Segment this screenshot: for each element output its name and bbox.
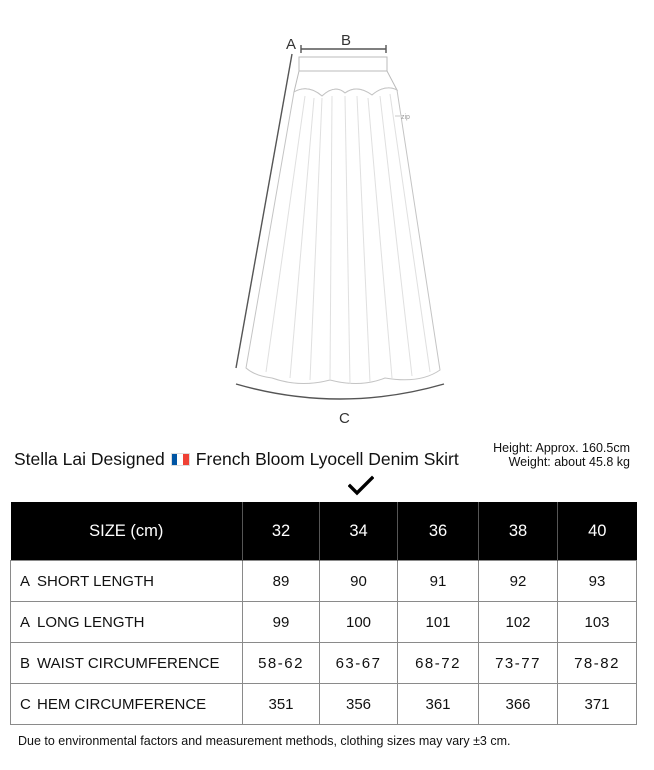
table-cell: 103 bbox=[558, 602, 637, 643]
table-row bbox=[11, 643, 637, 684]
dimension-c-label: C bbox=[339, 410, 350, 427]
row-name: HEM CIRCUMFERENCE bbox=[37, 695, 207, 713]
table-row bbox=[11, 684, 637, 725]
table-cell: 92 bbox=[479, 561, 558, 602]
table-cell: 91 bbox=[398, 561, 479, 602]
table-cell: 90 bbox=[320, 561, 398, 602]
model-info bbox=[493, 441, 630, 469]
table-cell: 361 bbox=[398, 684, 479, 725]
table-cell: 93 bbox=[558, 561, 637, 602]
dimension-b-label: B bbox=[341, 32, 352, 49]
table-cell: 366 bbox=[479, 684, 558, 725]
table-cell: 100 bbox=[320, 602, 398, 643]
size-header-cell[interactable]: 32 bbox=[243, 502, 320, 561]
table-cell: 371 bbox=[558, 684, 637, 725]
row-label bbox=[11, 684, 243, 725]
product-title-suffix: French Bloom Lyocell Denim Skirt bbox=[195, 449, 459, 469]
table-cell: 101 bbox=[398, 602, 479, 643]
table-cell: 102 bbox=[479, 602, 558, 643]
table-cell: 78-82 bbox=[558, 643, 637, 684]
french-flag-icon bbox=[171, 453, 190, 466]
dimension-c-arc bbox=[236, 384, 444, 399]
row-label bbox=[11, 561, 243, 602]
row-letter: C bbox=[20, 695, 31, 713]
table-cell: 73-77 bbox=[479, 643, 558, 684]
product-title-prefix: Stella Lai Designed bbox=[14, 449, 165, 469]
zip-label: zip bbox=[401, 114, 410, 121]
table-cell: 99 bbox=[243, 602, 320, 643]
product-title bbox=[14, 449, 459, 470]
table-cell: 351 bbox=[243, 684, 320, 725]
row-label bbox=[11, 602, 243, 643]
table-cell: 58-62 bbox=[243, 643, 320, 684]
model-weight: Weight: about 45.8 kg bbox=[508, 455, 630, 469]
table-cell: 89 bbox=[243, 561, 320, 602]
row-label bbox=[11, 643, 243, 684]
row-letter: A bbox=[20, 613, 31, 631]
row-name: WAIST CIRCUMFERENCE bbox=[37, 654, 220, 672]
size-header-cell[interactable]: 34 bbox=[320, 502, 398, 561]
size-footnote: Due to environmental factors and measurement methods, clothing sizes may vary ±3 cm. bbox=[18, 734, 511, 748]
selected-size-check-icon bbox=[348, 475, 374, 497]
size-header-cell[interactable]: 36 bbox=[398, 502, 479, 561]
size-header-cell[interactable]: 38 bbox=[479, 502, 558, 561]
table-cell: 63-67 bbox=[320, 643, 398, 684]
dimension-a-label: A bbox=[286, 36, 297, 53]
table-cell: 356 bbox=[320, 684, 398, 725]
table-cell: 68-72 bbox=[398, 643, 479, 684]
table-row bbox=[11, 561, 637, 602]
skirt-body bbox=[246, 88, 440, 384]
table-row bbox=[11, 602, 637, 643]
size-header-label: SIZE (cm) bbox=[11, 502, 243, 561]
row-name: SHORT LENGTH bbox=[37, 572, 154, 590]
size-table-header bbox=[11, 502, 637, 561]
row-letter: B bbox=[20, 654, 31, 672]
model-height: Height: Approx. 160.5cm bbox=[493, 441, 630, 455]
skirt-waistband bbox=[299, 57, 387, 71]
row-letter: A bbox=[20, 572, 31, 590]
size-table bbox=[10, 502, 637, 725]
size-header-cell[interactable]: 40 bbox=[558, 502, 637, 561]
row-name: LONG LENGTH bbox=[37, 613, 145, 631]
